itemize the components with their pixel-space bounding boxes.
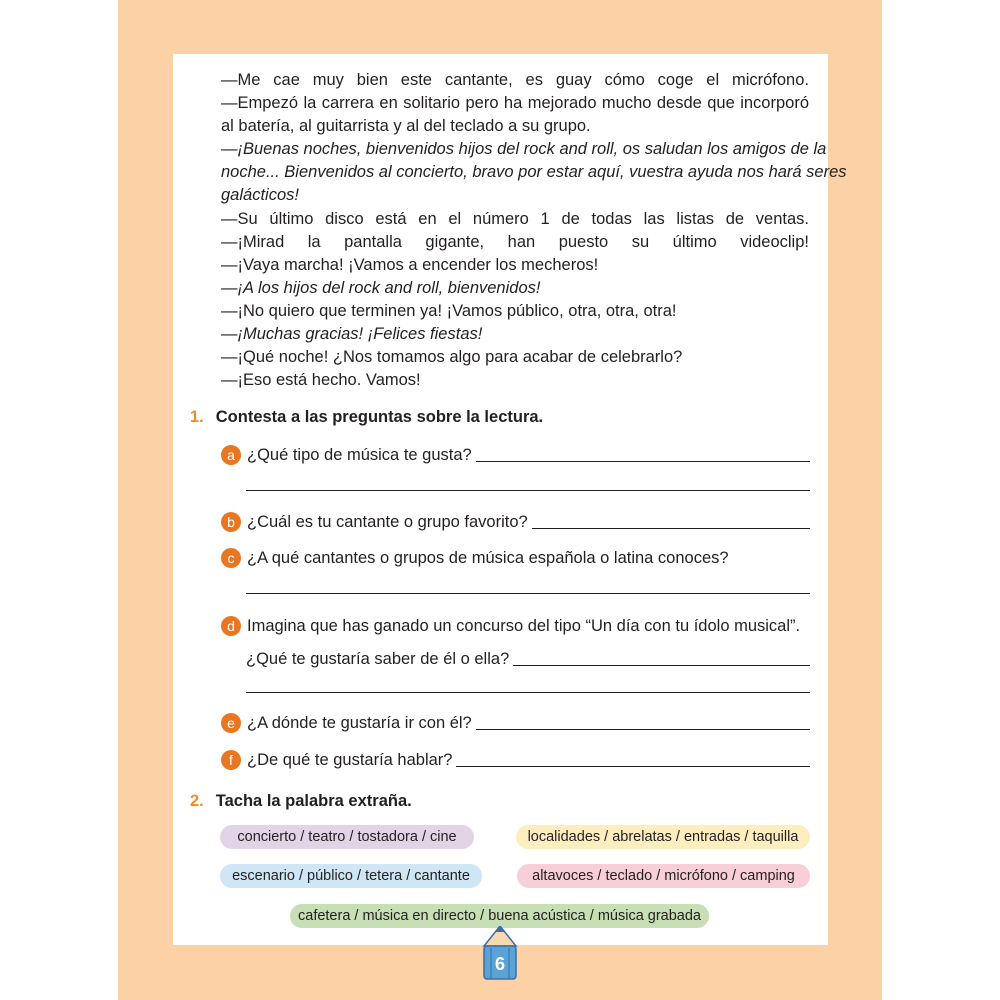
exercise-title: Contesta a las preguntas sobre la lectura. xyxy=(215,408,544,426)
question-text: ¿Qué te gustaría saber de él o ella? xyxy=(246,650,510,668)
reading-line: —Empezó la carrera en solitario pero ha mejorado mucho desde que incorporó xyxy=(221,94,809,112)
question-letter-badge: d xyxy=(221,616,241,636)
answer-line[interactable] xyxy=(476,461,810,462)
question-e xyxy=(221,712,810,734)
word-group[interactable]: altavoces / teclado / micrófono / camping xyxy=(517,864,810,888)
exercise-1-heading xyxy=(190,408,543,427)
answer-line[interactable] xyxy=(456,766,810,767)
reading-line: —¡Eso está hecho. Vamos! xyxy=(221,371,421,389)
answer-line[interactable] xyxy=(476,729,810,730)
exercise-number: 2. xyxy=(190,792,204,810)
reading-line: —¡No quiero que terminen ya! ¡Vamos público, otra, otra, otra! xyxy=(221,302,677,320)
question-d-continuation xyxy=(246,648,810,670)
exercise-title: Tacha la palabra extraña. xyxy=(215,792,412,810)
reading-line: —¡Buenas noches, bienvenidos hijos del rock and roll, os saludan los amigos de la xyxy=(221,140,827,158)
answer-line[interactable] xyxy=(513,665,810,666)
word-group[interactable]: localidades / abrelatas / entradas / taquilla xyxy=(516,825,810,849)
question-letter-badge: e xyxy=(221,713,241,733)
question-f xyxy=(221,749,810,771)
reading-line: —¡Muchas gracias! ¡Felices fiestas! xyxy=(221,325,483,343)
answer-line[interactable] xyxy=(532,528,810,529)
question-text: ¿De qué te gustaría hablar? xyxy=(247,751,453,769)
question-letter-badge: a xyxy=(221,445,241,465)
answer-line[interactable] xyxy=(246,593,810,594)
question-letter-badge: b xyxy=(221,512,241,532)
reading-line: —¡Mirad la pantalla gigante, han puesto su último videoclip! xyxy=(221,233,809,251)
question-text: Imagina que has ganado un concurso del tipo “Un día con tu ídolo musical”. xyxy=(247,617,801,635)
question-a xyxy=(221,444,810,466)
reading-line: noche... Bienvenidos al concierto, bravo por estar aquí, vuestra ayuda nos hará seres xyxy=(221,163,847,181)
page-number: 6 xyxy=(494,954,505,974)
question-text: ¿A qué cantantes o grupos de música española o latina conoces? xyxy=(247,549,729,567)
page-number-pencil xyxy=(482,926,518,980)
reading-line: galácticos! xyxy=(221,186,299,204)
reading-line: —Me cae muy bien este cantante, es guay cómo coge el micrófono. xyxy=(221,71,809,89)
answer-line[interactable] xyxy=(246,490,810,491)
question-text: ¿A dónde te gustaría ir con él? xyxy=(247,714,472,732)
word-group[interactable]: concierto / teatro / tostadora / cine xyxy=(220,825,474,849)
answer-line[interactable] xyxy=(246,692,810,693)
question-letter-badge: f xyxy=(221,750,241,770)
exercise-2-heading xyxy=(190,792,412,811)
reading-line: —¡Qué noche! ¿Nos tomamos algo para acabar de celebrarlo? xyxy=(221,348,683,366)
question-c xyxy=(221,547,810,569)
reading-line: al batería, al guitarrista y al del teclado a su grupo. xyxy=(221,117,591,135)
word-group[interactable]: cafetera / música en directo / buena acústica / música grabada xyxy=(290,904,709,928)
question-b xyxy=(221,511,810,533)
reading-line: —¡A los hijos del rock and roll, bienvenidos! xyxy=(221,279,541,297)
reading-line: —¡Vaya marcha! ¡Vamos a encender los mecheros! xyxy=(221,256,599,274)
question-text: ¿Cuál es tu cantante o grupo favorito? xyxy=(247,513,528,531)
question-letter-badge: c xyxy=(221,548,241,568)
exercise-number: 1. xyxy=(190,408,204,426)
question-text: ¿Qué tipo de música te gusta? xyxy=(247,446,472,464)
question-d xyxy=(221,615,810,637)
word-group[interactable]: escenario / público / tetera / cantante xyxy=(220,864,482,888)
reading-line: —Su último disco está en el número 1 de todas las listas de ventas. xyxy=(221,210,809,228)
